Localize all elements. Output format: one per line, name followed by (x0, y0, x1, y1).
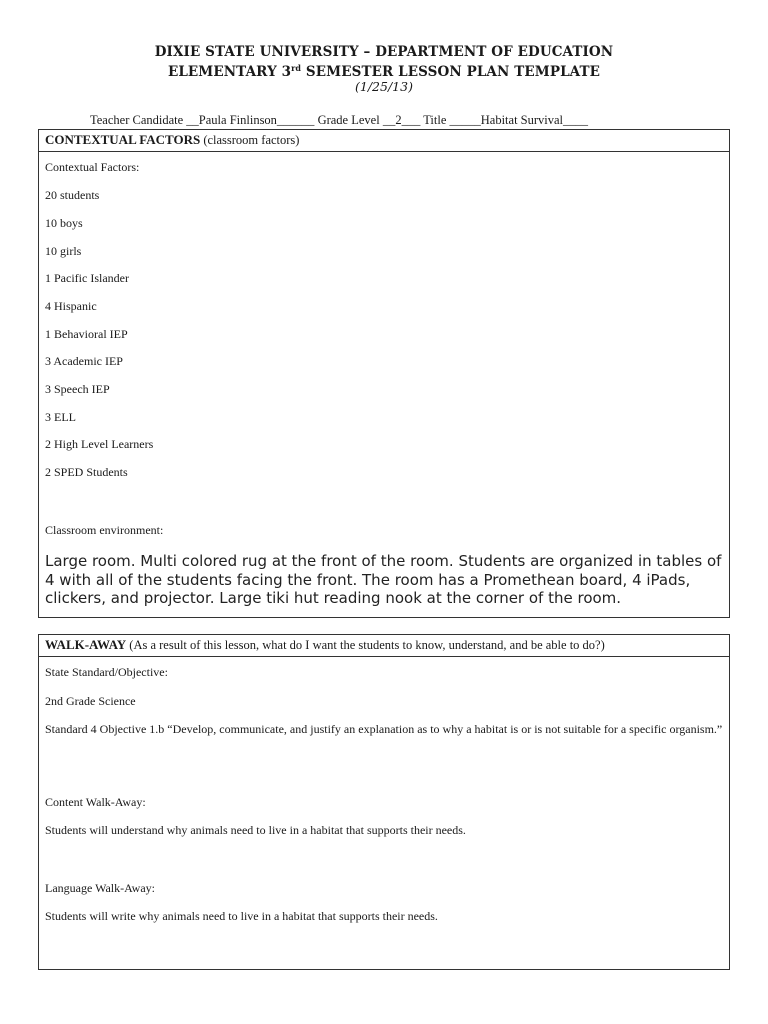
grade-science: 2nd Grade Science (45, 694, 136, 708)
classroom-environment-text: Large room. Multi colored rug at the front of the room. Students are organized in tables of 4 with all of the students facing the front. The room has a Promethean board, 4 iPads, clickers, and projector. Large tiki hut reading nook at the corner of the room. (45, 552, 722, 607)
grade-label: Grade Level (314, 113, 383, 127)
list-item: 1 Pacific Islander (45, 271, 129, 285)
list-item: 10 boys (45, 216, 83, 230)
contextual-factors-heading (39, 130, 729, 152)
template-heading-post: SEMESTER LESSON PLAN TEMPLATE (301, 64, 601, 80)
list-item: 1 Behavioral IEP (45, 327, 128, 341)
contextual-factors-label: Contextual Factors: (45, 160, 140, 174)
contextual-heading-text: CONTEXTUAL FACTORS (45, 132, 201, 147)
state-standard-label: State Standard/Objective: (45, 665, 168, 679)
walk-away-heading-note: (As a result of this lesson, what do I want the students to know, understand, and be able to do?) (126, 638, 605, 652)
university-heading: DIXIE STATE UNIVERSITY – DEPARTMENT OF EDUCATION (154, 44, 614, 60)
title-value: _____Habitat Survival____ (449, 113, 589, 127)
language-walk-away-text: Students will write why animals need to live in a habitat that supports their needs. (45, 909, 438, 923)
list-item: 10 girls (45, 244, 82, 258)
list-item: 20 students (45, 188, 100, 202)
grade-value: __2___ (382, 113, 421, 127)
language-walk-away-label: Language Walk-Away: (45, 881, 156, 895)
walk-away-heading (39, 635, 729, 657)
title-label: Title (420, 113, 450, 127)
list-item: 2 SPED Students (45, 465, 128, 479)
template-date: (1/25/13) (355, 79, 413, 94)
standard-text: Standard 4 Objective 1.b “Develop, communicate, and justify an explanation as to why a habitat is or is not suitable for a specific organism.” (45, 722, 723, 736)
list-item: 4 Hispanic (45, 299, 97, 313)
template-heading (0, 63, 768, 80)
teacher-value: __Paula Finlinson______ (186, 113, 315, 127)
teacher-label: Teacher Candidate (90, 113, 187, 127)
classroom-environment-label: Classroom environment: (45, 523, 164, 537)
content-walk-away-text: Students will understand why animals need to live in a habitat that supports their needs. (45, 823, 466, 837)
candidate-line (90, 113, 588, 128)
walk-away-section (38, 634, 730, 970)
list-item: 3 Academic IEP (45, 354, 123, 368)
list-item: 3 Speech IEP (45, 382, 110, 396)
list-item: 2 High Level Learners (45, 437, 154, 451)
content-walk-away-label: Content Walk-Away: (45, 795, 146, 809)
template-heading-sup: rd (291, 63, 302, 73)
walk-away-heading-text: WALK-AWAY (45, 637, 127, 652)
list-item: 3 ELL (45, 410, 76, 424)
contextual-heading-note: (classroom factors) (200, 133, 300, 147)
contextual-factors-section (38, 129, 730, 618)
template-heading-pre: ELEMENTARY 3 (167, 64, 292, 80)
